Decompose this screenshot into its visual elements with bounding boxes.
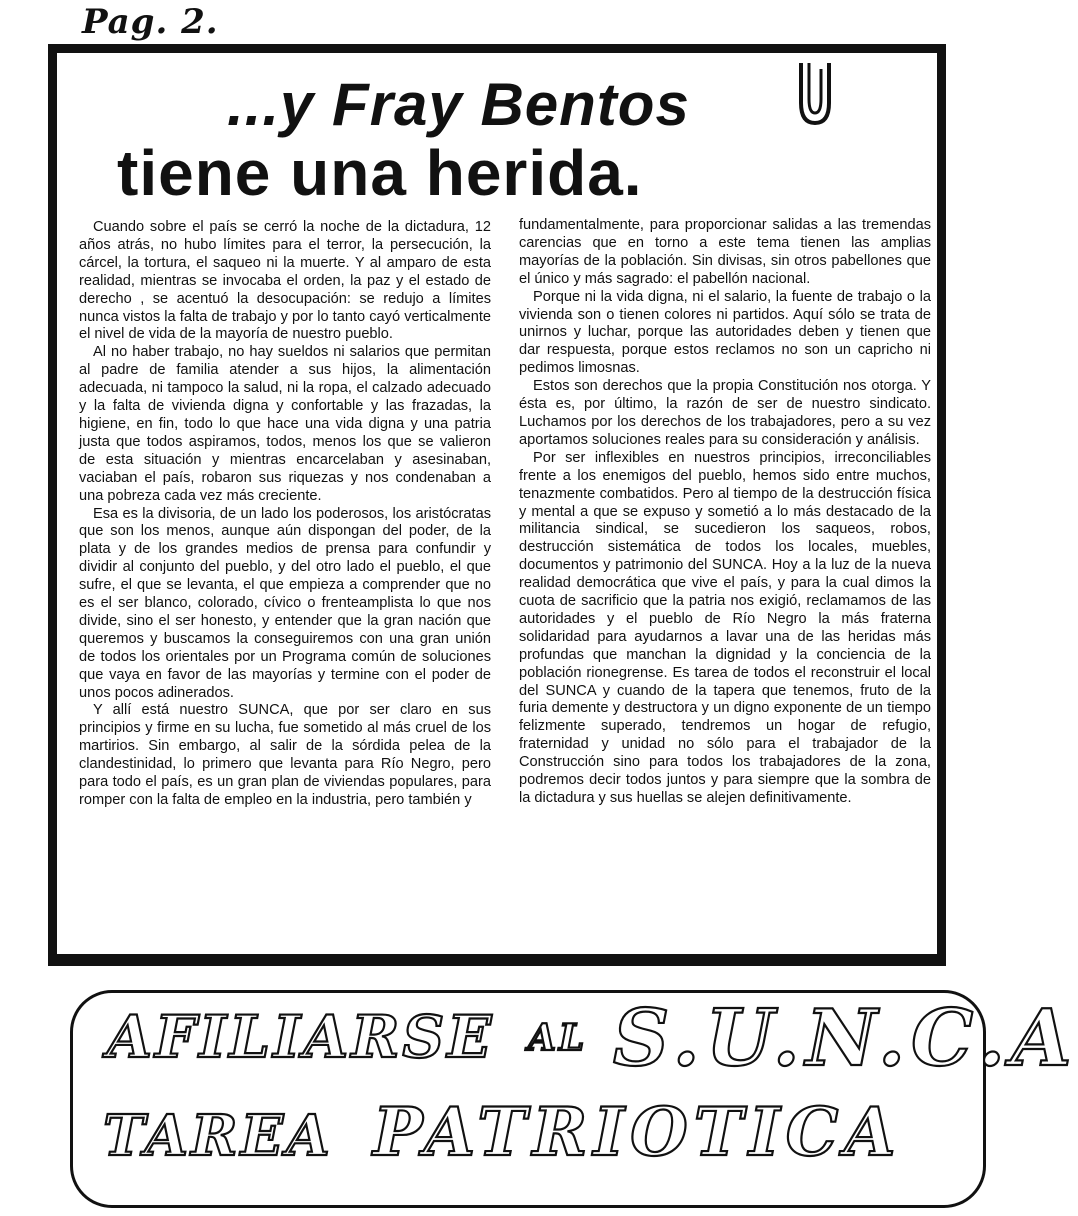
- paragraph: Esa es la divisoria, de un lado los poderosos, los aristócratas que son los menos, aunque aún dispongan del poder, de la plata y de los grandes medios de prensa para confundir y dividir al conjunto del pueblo, y del otro lado el pueblo, el que sufre, el que se levanta, el que empieza a comprender que no es el ser blanco, colorado, cívico o frenteamplista lo que nos divide, sino el ser honesto, y entender que la gran nación que queremos y buscamos la conseguiremos con una gran unión de todos los orientales por un Programa común de soluciones que vaya en favor de las mayorías y termine con el poder de unos pocos adinerados.: [79, 505, 491, 701]
- paragraph: Estos son derechos que la propia Constitución nos otorga. Y ésta es, por último, la razón de ser de nuestro sindicato. Luchamos por los derechos de los trabajadores, pero a su vez aportamos soluciones reales para su consideración y análisis.: [519, 378, 931, 448]
- article-headline: [117, 71, 757, 207]
- banner-word-tarea: TAREA: [103, 1103, 333, 1169]
- banner-word-sunca: S.U.N.C.A: [613, 993, 1078, 1084]
- slogan-banner: [70, 990, 1078, 1208]
- banner-word-patriotica: PATRIOTICA: [373, 1093, 902, 1171]
- paper-clip-icon: [795, 59, 835, 129]
- paragraph: Al no haber trabajo, no hay sueldos ni salarios que permitan al padre de familia atender a sus hijos, la alimentación adecuada, ni tampoco la salud, ni la ropa, el calzado adecuado y la falta de vivienda digna y confortable y las frazadas, la higiene, en fin, todo lo que hace una vida digna y una patria justa que todos aspiramos, todos, menos los que se valieron de esta situación y mientras encarcelaban y asesinaban, vaciaban el país, robaron sus riquezas y nos condenaban a una pobreza cada vez más creciente.: [79, 344, 491, 504]
- headline-line-1: ...y Fray Bentos: [227, 71, 690, 138]
- page-number: Pag. 2.: [82, 2, 219, 42]
- right-column: [519, 217, 931, 808]
- paragraph: Porque ni la vida digna, ni el salario, la fuente de trabajo o la vivienda son o tienen colores ni partidos. Aquí sólo se trata de unirnos y luchar, porque las autoridades deben y tienen que dar respuesta, porque estos reclamos no son un capricho ni pedimos limosnas.: [519, 288, 931, 377]
- paragraph: Cuando sobre el país se cerró la noche de la dictadura, 12 años atrás, no hubo límites para el terror, la persecución, la cárcel, la tortura, el saqueo ni la muerte. Y al amparo de esta realidad, mientras se invocaba el orden, la paz y el estado de derecho , se acentuó la desocupación: se redujo a límites nunca vistos la falta de trabajo y por lo tanto cayó verticalmente el nivel de vida de la mayoría de nuestro pueblo.: [79, 219, 491, 343]
- banner-word-al: AL: [528, 1017, 588, 1059]
- left-column: [79, 219, 491, 810]
- headline-line-2: tiene una herida.: [117, 137, 643, 209]
- paragraph: Por ser inflexibles en nuestros principios, irreconciliables frente a los enemigos del pueblo, hemos sido entre muchos, tenazmente combatidos. Pero al tiempo de la destrucción física y mental a que se expuso y sometió a lo más destacado de la militancia sindical, se sucedieron los saqueos, robos, destrucción sistemática de todos los locales, muebles, documentos y patrimonio del SUNCA. Hoy a la luz de la nueva realidad democrática que vive el país, y para la cual dimos la cuota de sacrificio que la patria nos exigió, reclamamos de las autoridades y el pueblo de Río Negro la más fraterna solidaridad para ayudarnos a lavar una de las heridas más profundas que manchan la dignidad y la conciencia de la población rionegrense. Es tarea de todos el reconstruir el local del SUNCA y cuando de la tapera que tenemos, fruto de la furia demente y destructora y un digno exponente de un tiempo felizmente superado, tendremos un hogar de refugio, fraternidad y unidad no sólo para el trabajador de la Construcción sino para todos los trabajadores de la zona, podremos decir todos juntos y para siempre que la sombra de la dictadura y sus huellas se alejen definitivamente.: [519, 449, 931, 806]
- article-frame: [48, 44, 946, 966]
- paragraph: fundamentalmente, para proporcionar salidas a las tremendas carencias que en torno a este tema tienen las amplias mayorías de la población. Sin divisas, sin otros pabellones que el único y más sagrado: el pabellón nacional.: [519, 217, 931, 287]
- banner-word-afiliarse: AFILIARSE: [107, 1003, 495, 1071]
- article-body: [79, 219, 949, 949]
- paragraph: Y allí está nuestro SUNCA, que por ser claro en sus principios y firme en su lucha, fue sometido al más cruel de los martirios. Sin embargo, al salir de la sórdida pelea de la clandestinidad, lo primero que levanta para Río Negro, pero para todo el país, es un gran plan de viviendas populares, para romper con la falta de empleo en la industria, pero también y: [79, 702, 491, 808]
